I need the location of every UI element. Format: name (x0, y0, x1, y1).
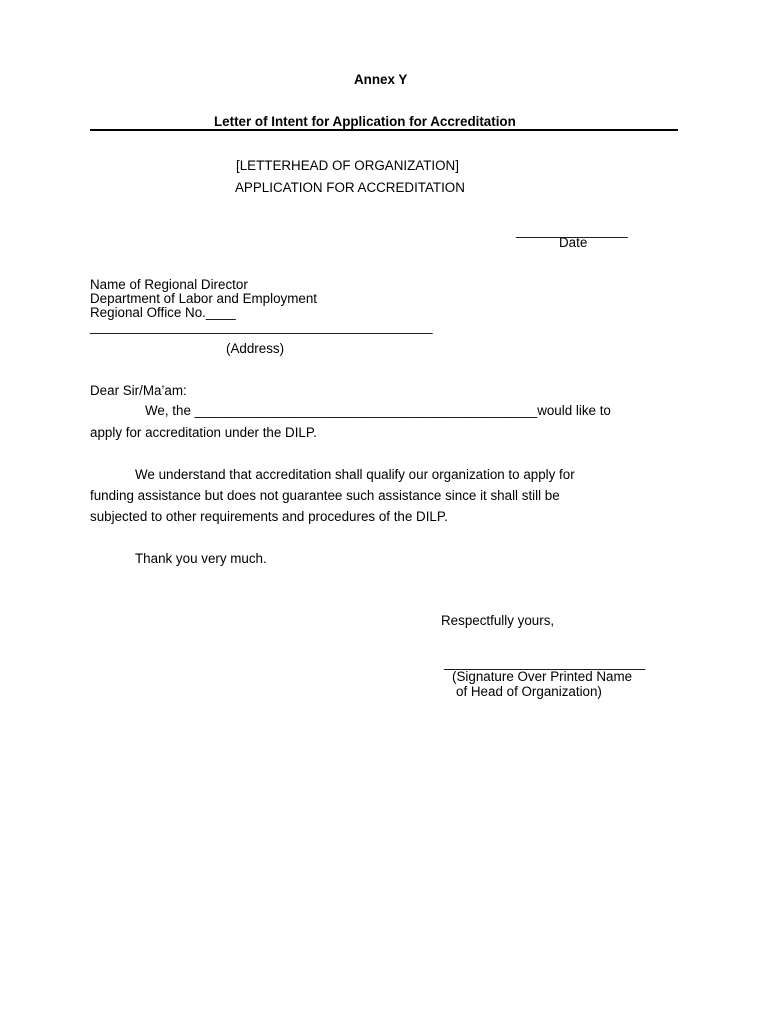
body-paragraph-2-line-1: We understand that accreditation shall qualify our organization to apply for (135, 467, 575, 482)
address-label: (Address) (226, 341, 285, 356)
title-rule (90, 129, 678, 131)
date-label: Date (559, 235, 588, 250)
signature-line: ___________________________ (444, 655, 646, 670)
thank-you-line: Thank you very much. (135, 551, 267, 566)
recipient-department: Department of Labor and Employment (90, 291, 318, 306)
letterhead-placeholder: [LETTERHEAD OF ORGANIZATION] (236, 158, 459, 173)
signature-label-line-1: (Signature Over Printed Name (452, 669, 633, 684)
body-paragraph-1-line-2: apply for accreditation under the DILP. (90, 425, 317, 440)
recipient-name: Name of Regional Director (90, 277, 248, 292)
closing: Respectfully yours, (441, 613, 555, 628)
body-paragraph-1-line-1: We, the ______________________________________________would like to (145, 403, 611, 418)
salutation: Dear Sir/Ma’am: (90, 383, 187, 398)
recipient-office: Regional Office No.____ (90, 305, 236, 320)
annex-title: Annex Y (354, 72, 408, 87)
body-paragraph-2-line-2: funding assistance but does not guarantee such assistance since it shall still be (90, 488, 560, 503)
address-line: ______________________________________________ (90, 319, 433, 334)
letter-title: Letter of Intent for Application for Accreditation (214, 114, 516, 129)
date-line: _______________ (516, 223, 628, 238)
body-paragraph-2-line-3: subjected to other requirements and procedures of the DILP. (90, 509, 448, 524)
signature-label-line-2: of Head of Organization) (456, 684, 602, 699)
application-heading: APPLICATION FOR ACCREDITATION (235, 180, 465, 195)
